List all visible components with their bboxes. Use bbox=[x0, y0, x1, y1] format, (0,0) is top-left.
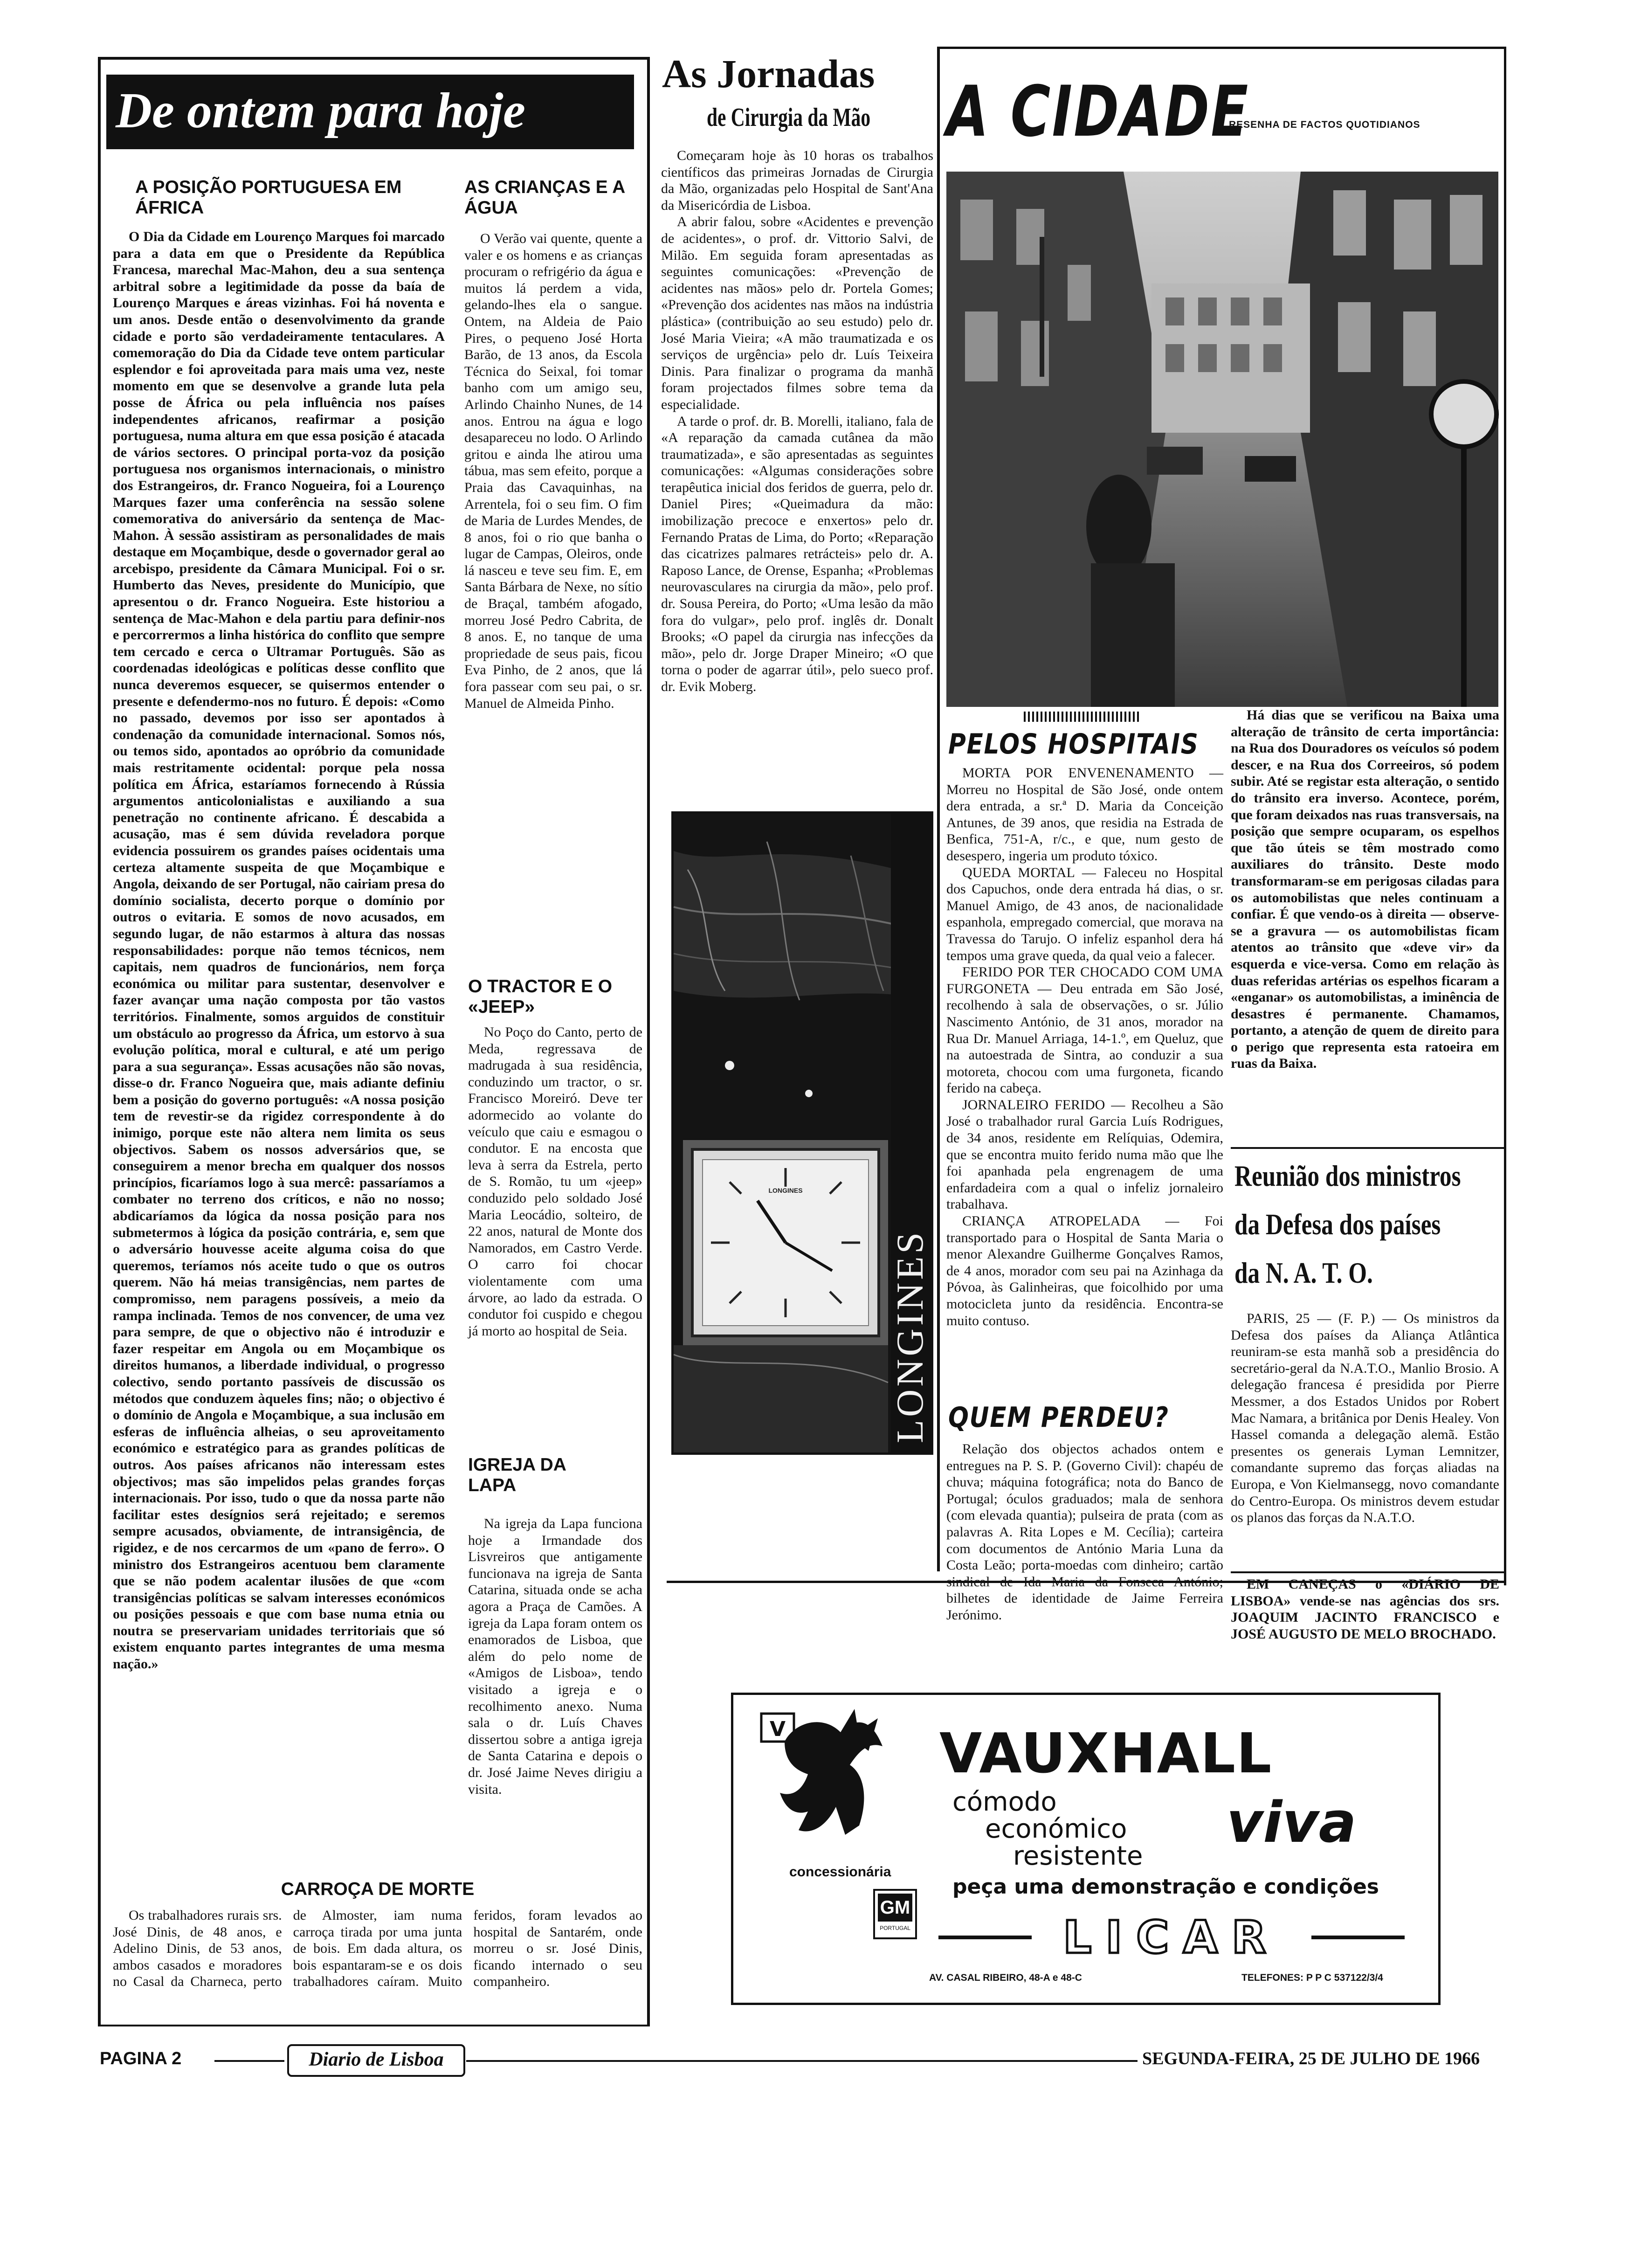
igreja-headline: IGREJA DA LAPA bbox=[468, 1455, 566, 1495]
footer-paper-name-box bbox=[287, 2044, 465, 2077]
carroca-paragraph: Os trabalhadores rurais srs. José Dinis, de 48 anos, e Adelino Dinis, de 53 anos, ambos casados e moradores no Casal da Charneca, perto de Almoster, iam numa carroça tirada por uma junta de bois. Em dada altura, os bois espantaram-se e os dois trabalhadores caíram. Muito feridos, foram levados ao hospital de Santarém, onde morreu o sr. José Dinis, ficando internado o seu companheiro. bbox=[113, 1908, 642, 1990]
column-title: De ontem para hoje bbox=[116, 83, 525, 138]
gm-sub-text: PORTUGAL bbox=[880, 1925, 910, 1931]
pelos-item-5: CRIANÇA ATROPELADA — Foi transportado para o Hospital de Santa Maria o menor Alexandre Guilherme Gonçalves Ramos, de 4 anos, morador com seu pai na Azinhaga da Póvoa, às Galinheiras, que foicolhido por uma motocicleta junto da residência. Encontra-se muito contuso. bbox=[946, 1213, 1223, 1328]
column-banner bbox=[106, 75, 634, 149]
right-frame-side bbox=[1504, 47, 1506, 1585]
pelos-body bbox=[946, 765, 1223, 1390]
vauxhall-brand: VAUXHALL bbox=[939, 1721, 1273, 1785]
nato-head-line-3: da N. A. T. O. bbox=[1234, 1256, 1373, 1289]
vauxhall-address: AV. CASAL RIBEIRO, 48-A e 48-C bbox=[929, 1972, 1082, 1983]
vauxhall-concessionaria: concessionária bbox=[789, 1864, 891, 1880]
jornadas-paragraph-1: Começaram hoje às 10 horas os trabalhos científicos das primeiras Jornadas de Cirurgia da Mão, organizadas pelo Hospital de Sant'Ana da Misericórdia de Lisboa. bbox=[661, 148, 933, 213]
licar-right-rule bbox=[1311, 1936, 1405, 1939]
tractor-headline: O TRACTOR E O «JEEP» bbox=[468, 976, 613, 1017]
cidade-tagline: RESENHA DE FACTOS QUOTIDIANOS bbox=[1229, 119, 1420, 130]
pelos-item-3: FERIDO POR TER CHOCADO COM UMA FURGONETA — Deu entrada em São José, recolhendo à sala de observações, o sr. Júlio Nascimento António, de 31 anos, morador na Rua Dr. Manuel Arriaga, 14-1.º, em Queluz, que na autoestrada de Sintra, ao conduzir a sua motoreta, chocou com uma furgoneta, ficando ferido na cabeça. bbox=[946, 964, 1223, 1096]
footer-page-number: PAGINA 2 bbox=[100, 2049, 182, 2068]
vauxhall-phone: TELEFONES: P P C 537122/3/4 bbox=[1241, 1972, 1383, 1983]
griffin-logo bbox=[752, 1704, 892, 1844]
watch-dial-logo: LONGINES bbox=[768, 1187, 803, 1194]
pelos-item-1: MORTA POR ENVENENAMENTO — Morreu no Hospital de São José, onde ontem dera entrada, a sr.ª D. Maria da Conceição Antunes, de 39 anos, que residia na Estrada de Benfica, 751-A, r/c., e que, num gesto de desespero, ingeria um produto tóxico. bbox=[946, 765, 1223, 864]
pelos-item-2: QUEDA MORTAL — Faleceu no Hospital dos Capuchos, onde dera entrada há dias, o sr. Manuel Amigo, de 43 anos, de nacionalidade espanhola, empregado comercial, que morava na Travessa do Tarujo. O infeliz espanhol dera há tempos uma grave queda, da qual veio a falecer. bbox=[946, 864, 1223, 963]
gm-badge bbox=[873, 1889, 917, 1939]
footer-rule-left bbox=[214, 2060, 284, 2062]
nato-top-rule bbox=[1231, 1147, 1504, 1149]
nato-head-line-1: Reunião dos ministros bbox=[1234, 1159, 1461, 1192]
vauxhall-line-2: económico bbox=[985, 1814, 1127, 1844]
nato-paragraph: PARIS, 25 — (F. P.) — Os ministros da Defesa dos países da Aliança Atlântica reuniram-se esta manhã sob a presidência do secretário-geral da N.A.T.O., Manlio Brosio. A delegação francesa é presidida por Pierre Messmer, a dos Estados Unidos por Robert Mac Namara, a britânica por Denis Healey. Von Hassel comanda a delegação alemã. Estão presentes os generais Lyman Lemnitzer, comandante supremo das forças aliadas na Europa, e Von Kielmansegg, novo comandante do Centro-Europa. Os ministros devem estudar os planos das forças da N.A.T.O. bbox=[1231, 1311, 1499, 1526]
pelos-headline: PELOS HOSPITAIS bbox=[948, 728, 1199, 761]
vauxhall-ad bbox=[731, 1693, 1441, 2005]
quem-headline: QUEM PERDEU? bbox=[948, 1401, 1169, 1434]
cidade-title: A CIDADE bbox=[946, 71, 1250, 152]
igreja-body bbox=[468, 1515, 642, 1874]
pelos-headline-box bbox=[948, 726, 1228, 763]
svg-text:V: V bbox=[769, 1717, 786, 1741]
canecas-text: EM CANEÇAS o «DIÁRIO DE LISBOA» vende-se nas agências dos srs. JOAQUIM JACINTO FRANCISCO e JOSÉ AUGUSTO DE MELO BROCHADO. bbox=[1231, 1577, 1499, 1642]
cidade-body bbox=[1231, 707, 1499, 1141]
tractor-body bbox=[468, 1024, 642, 1435]
vauxhall-tagline: peça uma demonstração e condições bbox=[952, 1875, 1379, 1899]
jornadas-paragraph-2: A abrir falou, sobre «Acidentes e prevenção de acidentes», o prof. dr. Vittorio Salvi, de Milão. Em seguida foram apresentadas as seguintes comunicações: «Prevenção de acidentes nas mãos» pelo dr. Portela Gomes; «Prevenção dos acidentes nas mãos na indústria plástica» (contribuição ao seu estudo) pelo dr. José Maria Vieira; «A mão traumatizada e os serviços de urgência» pelo dr. Luís Teixeira Dinis. Para finalizar o programa da manhã foram projectados filmes sobre tema da especialidade. bbox=[661, 214, 933, 412]
vauxhall-line-1: cómodo bbox=[952, 1787, 1057, 1817]
quem-paragraph: Relação dos objectos achados ontem e entregues na P. S. P. (Governo Civil): chapéu de chuva; máquina fotográfica; nota do Banco de Portugal; óculos graduados; mala de senhora (com elevada quantia); pulseira de prata (com as palavras A. Rita Lopes e M. Cecília); carteira com documentos de António Maria Luna da Costa Leão; porta-moedas com dinheiro; cartão sindical de Ida Maria da Fonseca António; bilhetes de identidade de Jaime Ferreira Jerónimo. bbox=[946, 1441, 1223, 1623]
cidade-paragraph: Há dias que se verificou na Baixa uma alteração de trânsito de certa importância: na Rua dos Douradores os veículos só podem descer, e na Rua dos Correeiros, só podem subir. Até se registar esta alteração, o sentido do trânsito era inverso. Acontece, porém, que foram deixados nas ruas transversais, na posição que sempre ocuparam, os espelhos que tão úteis se têm mostrado como auxiliares do trânsito. Deste modo transformaram-se em perigosas ciladas para os automobilistas que neles continuam a confiar. É que vendo-os à direita — observe-se a gravura — os automobilistas ficam atentos ao trânsito que «deve vir» da esquerda e vice-versa. Como em relação às duas referidas artérias os espelhos ficaram a «enganar» os automobilistas, a iminência de desastres é permanente. Chamamos, portanto, a atenção de quem de direito para o perigo que representa esta ratoeira em ruas da Baixa. bbox=[1231, 707, 1499, 1072]
licar-banner bbox=[938, 1911, 1405, 1964]
footer-date: SEGUNDA-FEIRA, 25 DE JULHO DE 1966 bbox=[1142, 2049, 1480, 2068]
jornadas-title: As Jornadas bbox=[662, 51, 875, 96]
right-frame-top bbox=[937, 47, 1506, 49]
criancas-headline: AS CRIANÇAS E A ÁGUA bbox=[464, 177, 625, 218]
posicao-paragraph: O Dia da Cidade em Lourenço Marques foi marcado para a data em que o Presidente da República Francesa, marechal Mac-Mahon, deu a sua sentença arbitral sobre a legitimidade da posse da baía de Lourenço Marques e áreas vizinhas. Foi há noventa e um anos. Desde então o desenvolvimento da grande cidade e porto são verdadeiramente tentaculares. A comemoração do Dia da Cidade teve ontem particular esplendor e foi aproveitada para mais uma vez, neste momento em que se desenvolve a grande luta pela posse de África ou pela influência nos países independentes africanos, reafirmar a posição portuguesa, numa altura em que essa posição é atacada de vários sectores. O principal porta-voz da posição portuguesa nos organismos internacionais, o ministro dos Estrangeiros, dr. Franco Nogueira, foi a Lourenço Marques fazer uma conferência na sessão solene comemorativa do aniversário da sentença de Mac-Mahon. À sessão assistiram as personalidades de mais destaque em Moçambique, desde o governador geral ao arcebispo, presidente da Câmara Municipal. Foi o sr. Humberto das Neves, presidente do Município, que apresentou o dr. Franco Nogueira. Este historiou a sentença de Mac-Mahon e dela partiu para definir-nos e percorrermos a linha histórica do conflito que sempre tem cercado e cerca o Ultramar Português. São as coordenadas ideológicas e políticas desse conflito que nunca deveremos esquecer, se quisermos entender o presente e defendermo-nos no futuro. É depois: «Como no passado, devemos por isso ser apontados à condenação da comunidade internacional. Somos nós, ou temos sido, apontados ao opróbrio da comunidade mais restritamente ocidental: porque pela nossa política em África, estaríamos fornecendo à Rússia argumentos anticolonialistas e auxiliando a sua penetração no continente africano. É descabida a acusação, mas é sem dúvida reveladora porque evidencia possuirem os grandes países ocidentais uma certeza altamente suspeita de que Moçambique e Angola, deixando de ser Portugal, não cairiam presa do domínio socialista, decerto porque o domínio por outros o evitaria. E somos de novo acusados, em segundo lugar, de não estarmos à altura das nossas responsabilidades: porque não temos técnicos, nem capitais, nem quadros de funcionários, nem força económica ou militar para sustentar, desenvolver e fazer avançar uma nação composta por tão vastos territórios. Finalmente, somos arguidos de constituir um obstáculo ao progresso da África, um estorvo à sua evolução política, moral e cultural, e até um perigo para a sua segurança». Essas acusações não são novas, disse-o dr. Franco Nogueira que, mais adiante definiu bem a posição do governo português: «A nossa posição tem de revestir-se da rigidez correspondente à do inimigo, porque este não altera nem limita os seus objectivos. Sabem os nossos adversários que, se conseguirem a menor brecha em qualquer dos nossos princípios, ficaríamos logo à sua mercê: passaríamos a combater no terreno dos críticos, e não no nosso; abdicaríamos da lógica da nossa posição para nos submetermos à lógica da posição contrária, e, sem que o adversário houvesse aceite alguma coisa do que queremos, teríamos nós aceite tudo o que os outros querem. Não há meias transigências, nem partes de compromisso, nem paragens possíveis, a meio da rampa inclinada. Temos de nos convencer, de uma vez para sempre, de que o objectivo não é introduzir e fazer respeitar em Angola ou em Moçambique os direitos humanos, a liberdade individual, o progresso colectivo, sendo portanto passíveis de discussão os métodos que conduzem àqueles fins; não; o objectivo é o domínio de Angola e Moçambique, a sua inclusão em esferas de influência alheias, o seu aproveitamento económico e estratégico para as grandes políticas de outros. Aos países africanos não interessam estes objectivos; mas são impelidos pelas grandes forças internacionais. Por isso, tudo o que da nossa parte não facilitar estes desígnios será rejeitado; e seremos sempre acusados, obviamente, de intransigência, de rigidez, e de nos cercarmos de um «pano de ferro». O ministro dos Estrangeiros acentuou bem claramente que se não podem acalentar ilusões de que «com transigências políticas se salvam interesses económicos ou posições pessoais e que com base numa etnia ou noutra se preservariam unidades territoriais que só existem enquanto partes integrantes de uma mesma nação.» bbox=[113, 229, 445, 1672]
jornadas-subtitle-box bbox=[707, 100, 931, 137]
nato-body bbox=[1231, 1310, 1499, 1562]
jornadas-subtitle: de Cirurgia da Mão bbox=[707, 103, 871, 132]
gm-logo-text: GM bbox=[878, 1894, 912, 1922]
photo-caption-marker bbox=[1024, 712, 1140, 722]
licar-wordmark: LICAR bbox=[1063, 1911, 1280, 1964]
street-photo bbox=[946, 172, 1498, 707]
posicao-body bbox=[113, 228, 445, 1874]
top-left-rule bbox=[98, 57, 650, 60]
footer-rule-right bbox=[466, 2060, 1138, 2062]
canecas-top-rule bbox=[1231, 1571, 1504, 1573]
nato-head-line-2: da Defesa dos países bbox=[1234, 1208, 1441, 1241]
canecas-box bbox=[1231, 1576, 1499, 1651]
quem-headline-box bbox=[948, 1399, 1209, 1436]
cidade-title-box bbox=[946, 56, 1250, 168]
center-divider bbox=[937, 47, 940, 1571]
street-photo-image bbox=[946, 172, 1498, 707]
left-section-divider bbox=[647, 57, 650, 2025]
watch-ad-frame bbox=[671, 811, 933, 1455]
vauxhall-model: viva bbox=[1227, 1791, 1357, 1855]
carroca-headline: CARROÇA DE MORTE bbox=[281, 1879, 475, 1899]
left-bottom-rule bbox=[98, 2025, 650, 2026]
vauxhall-line-3: resistente bbox=[1013, 1841, 1143, 1871]
posicao-headline: A POSIÇÃO PORTUGUESA EM ÁFRICA bbox=[135, 177, 402, 218]
criancas-body bbox=[464, 230, 642, 975]
carroca-body bbox=[113, 1907, 642, 2019]
jornadas-body bbox=[661, 147, 933, 768]
pelos-item-4: JORNALEIRO FERIDO — Recolheu a São José o trabalhador rural Garcia Luís Rodrigues, de 34 anos, residente em Relíquias, Odemira, que se encontra muito ferido numa mão que lhe foi apanhada pela engrenagem de uma enfardadeira com a qual o infeliz jornaleiro trabalhava. bbox=[946, 1097, 1223, 1212]
quem-body bbox=[946, 1441, 1223, 1623]
nato-headline-box bbox=[1234, 1152, 1500, 1301]
licar-left-rule bbox=[938, 1936, 1032, 1939]
left-column-border bbox=[98, 57, 101, 2025]
tractor-paragraph: No Poço do Canto, perto de Meda, regressava de madrugada à sua residência, conduzindo um tractor, o sr. Francisco Moreiró. Deve ter adormecido ao volante do veículo que caiu e esmagou o condutor. E na encosta que leva à serra da Estrela, perto de S. Romão, tu um «jeep» conduzido pelo soldado José Maria Leocádio, solteiro, de 22 anos, natural de Monte dos Namorados, em Castro Verde. O carro foi chocar violentamente com uma árvore, ao lado da estrada. O condutor foi cuspido e chegou já morto ao hospital de Seia. bbox=[468, 1024, 642, 1339]
watch-brand: LONGINES bbox=[889, 1230, 931, 1443]
footer-paper-name: Diario de Lisboa bbox=[309, 2049, 444, 2070]
criancas-paragraph: O Verão vai quente, quente a valer e os homens e as crianças procuram o refrigério da água e muitos lá perdem a vida, gelando-lhes ela o sangue. Ontem, na Aldeia de Paio Pires, o pequeno José Horta Barão, de 13 anos, da Escola Técnica do Seixal, foi tomar banho com um amigo seu, Arlindo Chainho Nunes, de 14 anos. Entrou na água e logo desapareceu no lodo. O Arlindo gritou e ainda lhe atirou uma tábua, mas sem efeito, porque a Praia das Cavaquinhas, na Arrentela, foi o seu fim. O fim de Maria de Lurdes Mendes, de 8 anos, foi o rio que banha o lugar de Campas, Oleiros, onde lá nasceu e teve seu fim. E, em Santa Bárbara de Nexe, no sítio de Braçal, também afogado, morreu José Pedro Cabrita, de 8 anos. E, no tanque de uma propriedade de seus pais, ficou Eva Pinho, de 2 anos, que lá fora passear com seu pai, o sr. Manuel de Almeida Pinho. bbox=[464, 231, 642, 711]
igreja-paragraph: Na igreja da Lapa funciona hoje a Irmandade dos Lisvreiros que antigamente funcionava na igreja de Santa Catarina, situada onde se acha agora a Praça de Camões. A igreja da Lapa foram ontem os enamorados de Lisboa, que além do pelo nome de «Amigos de Lisboa», tendo visitado a igreja e o recolhimento anexo. Numa sala o dr. Luís Chaves dissertou sobre a antiga igreja de Santa Catarina e depois o dr. José Jaime Neves dirigiu a visita. bbox=[468, 1516, 642, 1797]
jornadas-paragraph-3: A tarde o prof. dr. B. Morelli, italiano, fala de «A reparação da camada cutânea da mão traumatizada», e são apresentadas as seguintes comunicações: «Algumas considerações sobre terapêutica inicial dos feridos de guerra, pelo dr. Daniel Pires; «Queimadura da mão: imobilização precoce e enxertos» pelo dr. Fernando Pratas de Lima, do Porto; «Reparação das cicatrizes palmares retrácteis» pelo dr. A. Raposo Lance, de Orense, Espanha; «Problemas neurovasculares na cirurgia da mão», pelo prof. dr. Sousa Pereira, do Porto; «Uma lesão da mão fora do vulgar», pelo prof. inglês dr. Donalt Brooks; «O papel da cirurgia nas infecções da mão», pelo dr. Jorge Draper Mineiro; «O que torna o poder de agarrar útil», pelo sueco prof. dr. Evik Moberg. bbox=[661, 413, 933, 694]
